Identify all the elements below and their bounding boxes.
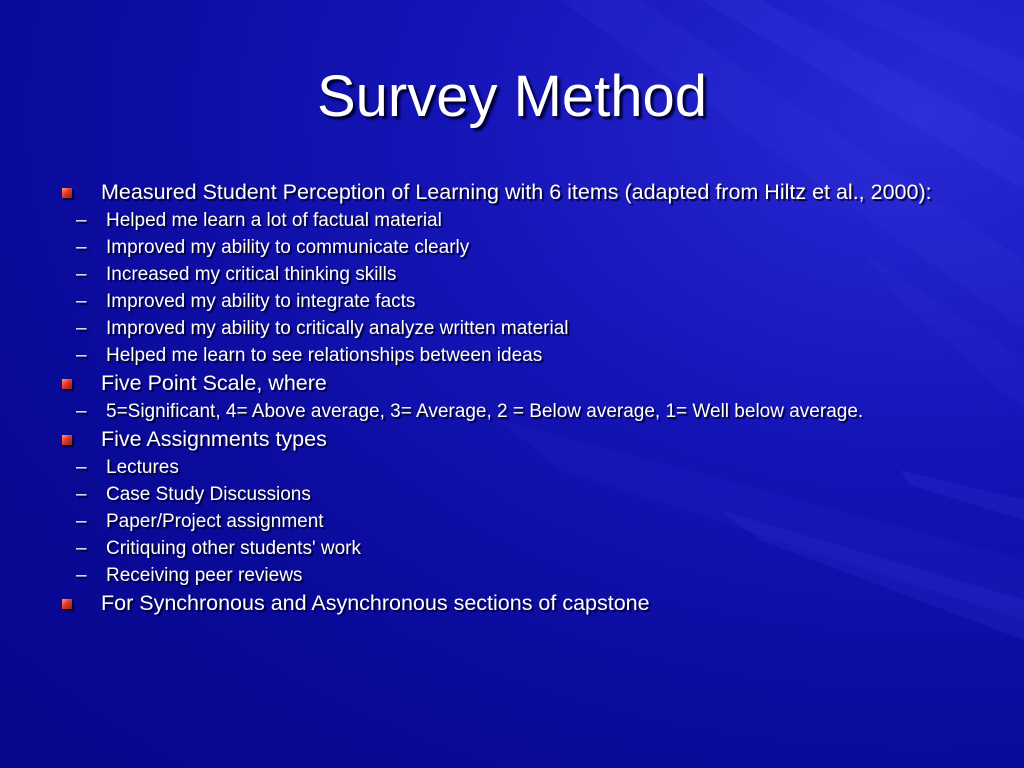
- dash-bullet-icon: –: [76, 538, 87, 559]
- square-bullet-icon: [62, 599, 72, 609]
- square-bullet-icon: [62, 435, 72, 445]
- bullet-text: Measured Student Perception of Learning with 6 items (adapted from Hiltz et al., 2000):: [101, 180, 932, 204]
- sub-bullet-text: Critiquing other students' work: [106, 538, 361, 559]
- sub-bullet-text: Increased my critical thinking skills: [106, 264, 397, 285]
- dash-bullet-icon: –: [76, 484, 87, 505]
- sub-bullet-item: [23, 402, 936, 422]
- dash-bullet-icon: –: [76, 565, 87, 586]
- dash-bullet-icon: –: [76, 511, 87, 532]
- sub-bullet-text: Paper/Project assignment: [106, 511, 324, 532]
- sub-bullet-text: Improved my ability to communicate clearly: [106, 237, 470, 258]
- sub-bullet-item: [23, 319, 962, 339]
- sub-bullet-item: [23, 346, 962, 366]
- bullet-item: [62, 592, 962, 615]
- sub-bullet-text: Improved my ability to critically analyze written material: [106, 318, 569, 339]
- square-bullet-icon: [62, 188, 72, 198]
- bullet-item: [62, 181, 962, 204]
- dash-bullet-icon: –: [76, 264, 87, 285]
- bullet-text: Five Assignments types: [101, 427, 327, 451]
- sub-bullet-item: [23, 485, 962, 505]
- sub-bullet-item: [23, 265, 962, 285]
- sub-bullet-text: Lectures: [106, 457, 179, 478]
- sub-bullet-item: [23, 566, 962, 586]
- dash-bullet-icon: –: [76, 237, 87, 258]
- dash-bullet-icon: –: [76, 318, 87, 339]
- sub-bullet-item: [23, 292, 962, 312]
- slide-content: [62, 181, 962, 615]
- sub-bullet-text: Case Study Discussions: [106, 484, 311, 505]
- sub-bullet-item: [23, 211, 962, 231]
- bullet-text: For Synchronous and Asynchronous sections of capstone: [101, 591, 650, 615]
- sub-bullet-text: Helped me learn to see relationships between ideas: [106, 345, 543, 366]
- dash-bullet-icon: –: [76, 457, 87, 478]
- bullet-text: Five Point Scale, where: [101, 371, 327, 395]
- dash-bullet-icon: –: [76, 210, 87, 231]
- bullet-item: [62, 428, 962, 451]
- bullet-item: [62, 372, 962, 395]
- sub-bullet-item: [23, 458, 962, 478]
- slide-title: Survey Method: [316, 64, 708, 129]
- sub-bullet-text: Receiving peer reviews: [106, 565, 303, 586]
- sub-bullet-text: Helped me learn a lot of factual material: [106, 210, 442, 231]
- sub-bullet-text: Improved my ability to integrate facts: [106, 291, 416, 312]
- dash-bullet-icon: –: [76, 291, 87, 312]
- dash-bullet-icon: –: [76, 345, 87, 366]
- sub-bullet-item: [23, 512, 962, 532]
- sub-bullet-item: [23, 238, 962, 258]
- sub-bullet-item: [23, 539, 962, 559]
- dash-bullet-icon: –: [76, 401, 87, 422]
- square-bullet-icon: [62, 379, 72, 389]
- sub-bullet-text: 5=Significant, 4= Above average, 3= Average, 2 = Below average, 1= Well below average.: [106, 401, 864, 422]
